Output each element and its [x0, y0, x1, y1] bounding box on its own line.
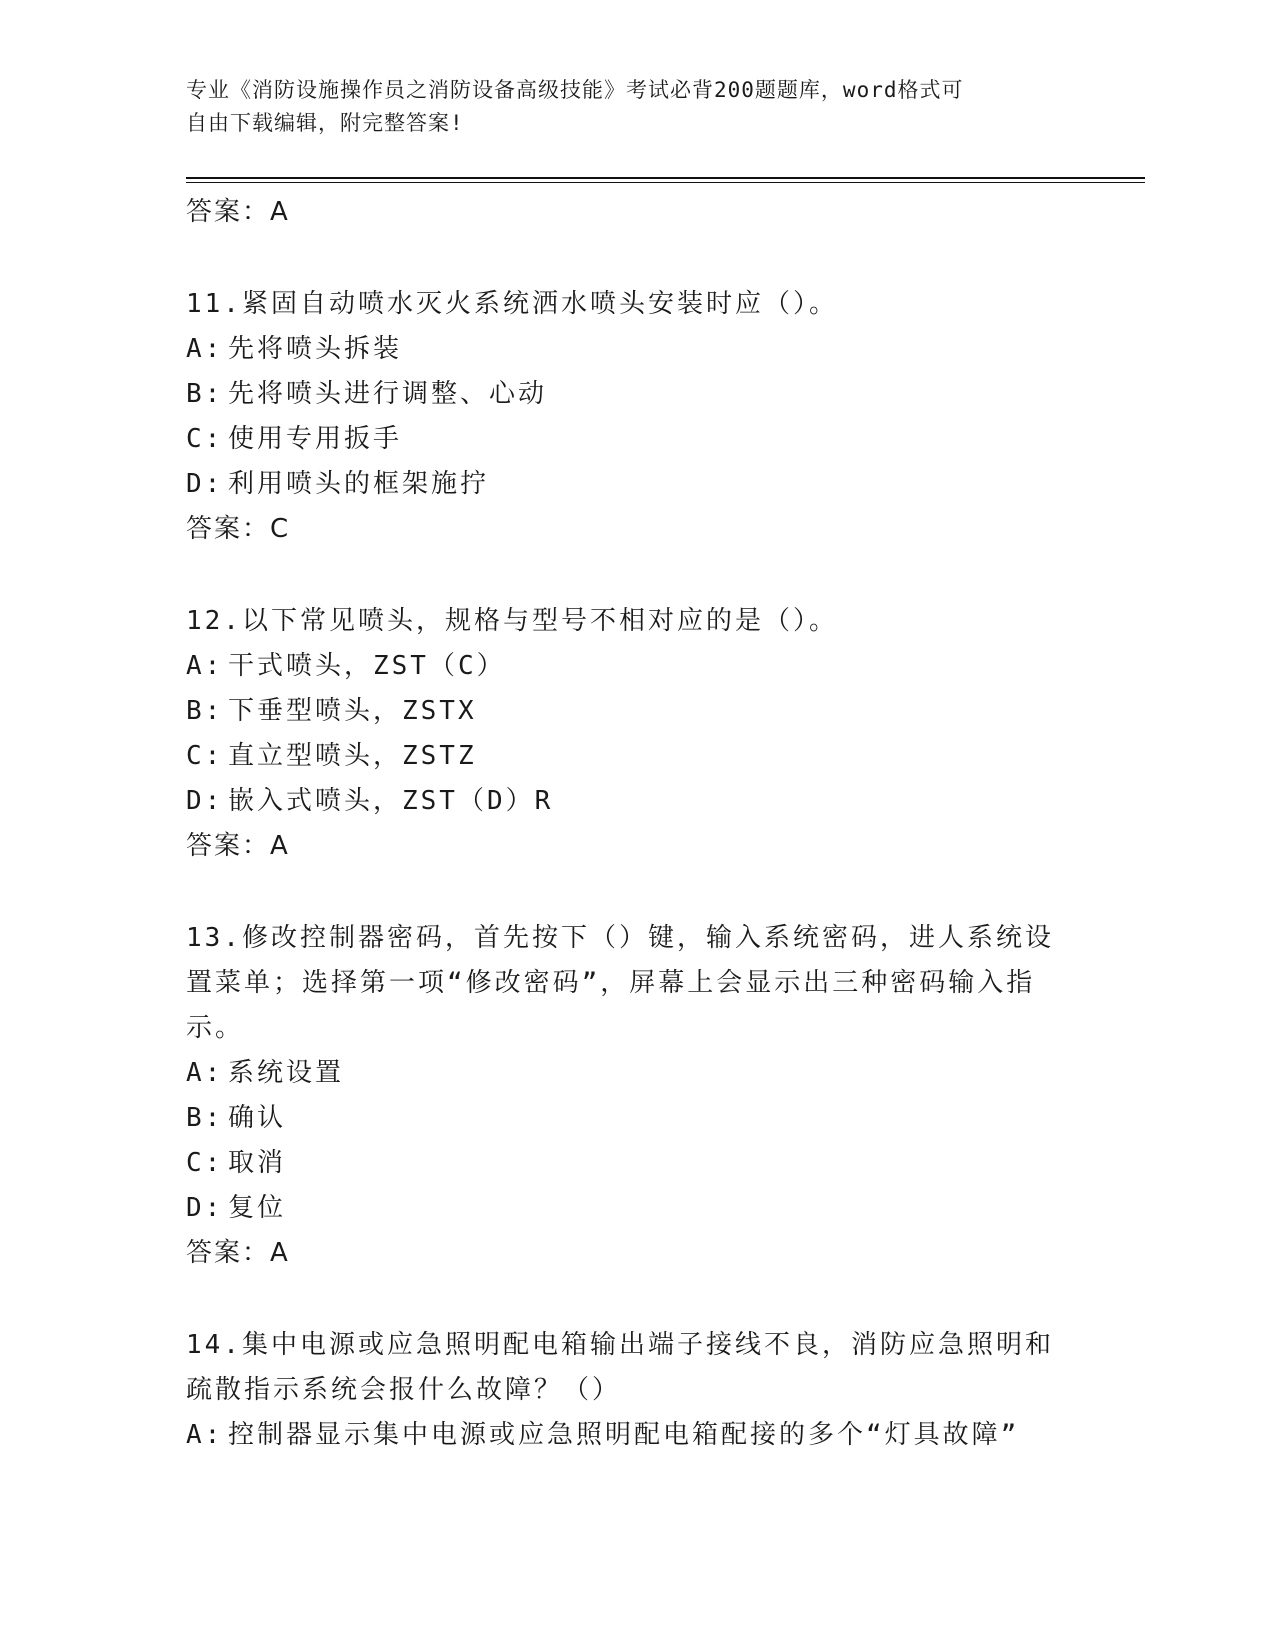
answer-line: 答案：A	[186, 831, 290, 861]
question-stem: 11.紧固自动喷水灭火系统洒水喷头安装时应（）。	[186, 289, 838, 319]
option-letter: C:	[186, 741, 224, 771]
option-text: 先将喷头进行调整、心动	[228, 379, 548, 409]
option-letter: D:	[186, 786, 224, 816]
option-text: 先将喷头拆装	[228, 334, 403, 364]
option-letter: A:	[186, 1058, 224, 1088]
option-a	[186, 1051, 1086, 1096]
option-letter: A:	[186, 334, 224, 364]
question-stem: 12.以下常见喷头，规格与型号不相对应的是（）。	[186, 606, 838, 636]
option-d	[186, 462, 1086, 507]
option-text: 直立型喷头，ZSTZ	[228, 741, 477, 771]
option-letter: B:	[186, 696, 224, 726]
option-letter: D:	[186, 1193, 224, 1223]
option-text: 控制器显示集中电源或应急照明配电箱配接的多个“灯具故障”	[228, 1420, 1020, 1450]
option-letter: A:	[186, 651, 224, 681]
option-letter: B:	[186, 1103, 224, 1133]
option-letter: C:	[186, 424, 224, 454]
header-divider-thick	[186, 177, 1145, 179]
header-divider-thin	[186, 182, 1145, 183]
option-letter: C:	[186, 1148, 224, 1178]
option-a	[186, 644, 1086, 689]
option-text: 利用喷头的框架施拧	[228, 469, 490, 499]
option-letter: A:	[186, 1420, 224, 1450]
option-letter: D:	[186, 469, 224, 499]
option-c	[186, 734, 1086, 779]
answer-line: 答案：C	[186, 514, 291, 544]
question-item	[186, 282, 1086, 552]
option-a	[186, 1413, 1086, 1458]
option-text: 复位	[228, 1193, 287, 1223]
option-letter: B:	[186, 379, 224, 409]
question-item	[186, 599, 1086, 869]
question-stem: 13.修改控制器密码，首先按下（）键，输入系统密码，进人系统设置菜单；选择第一项“修改密码”，屏幕上会显示出三种密码输入指示。	[186, 923, 1054, 1043]
question-item	[186, 1323, 1086, 1458]
option-a	[186, 327, 1086, 372]
page-header	[186, 74, 1066, 140]
option-text: 下垂型喷头，ZSTX	[228, 696, 477, 726]
option-text: 使用专用扳手	[228, 424, 403, 454]
option-b	[186, 689, 1086, 734]
header-title-line-1: 专业《消防设施操作员之消防设备高级技能》考试必背200题题库，word格式可	[186, 78, 964, 102]
answer-line: 答案：A	[186, 197, 290, 227]
option-c	[186, 1141, 1086, 1186]
option-text: 嵌入式喷头，ZST（D）R	[228, 786, 554, 816]
question-stem: 14.集中电源或应急照明配电箱输出端子接线不良，消防应急照明和疏散指示系统会报什么故障？（）	[186, 1330, 1054, 1405]
option-d	[186, 779, 1086, 824]
option-text: 干式喷头，ZST（C）	[228, 651, 506, 681]
answer-line: 答案：A	[186, 1238, 290, 1268]
option-b	[186, 372, 1086, 417]
option-c	[186, 417, 1086, 462]
option-b	[186, 1096, 1086, 1141]
option-text: 确认	[228, 1103, 287, 1133]
option-text: 系统设置	[228, 1058, 345, 1088]
option-d	[186, 1186, 1086, 1231]
option-text: 取消	[228, 1148, 287, 1178]
question-list	[186, 190, 1086, 1458]
header-title-line-2: 自由下载编辑，附完整答案!	[186, 111, 464, 135]
question-item	[186, 916, 1086, 1276]
